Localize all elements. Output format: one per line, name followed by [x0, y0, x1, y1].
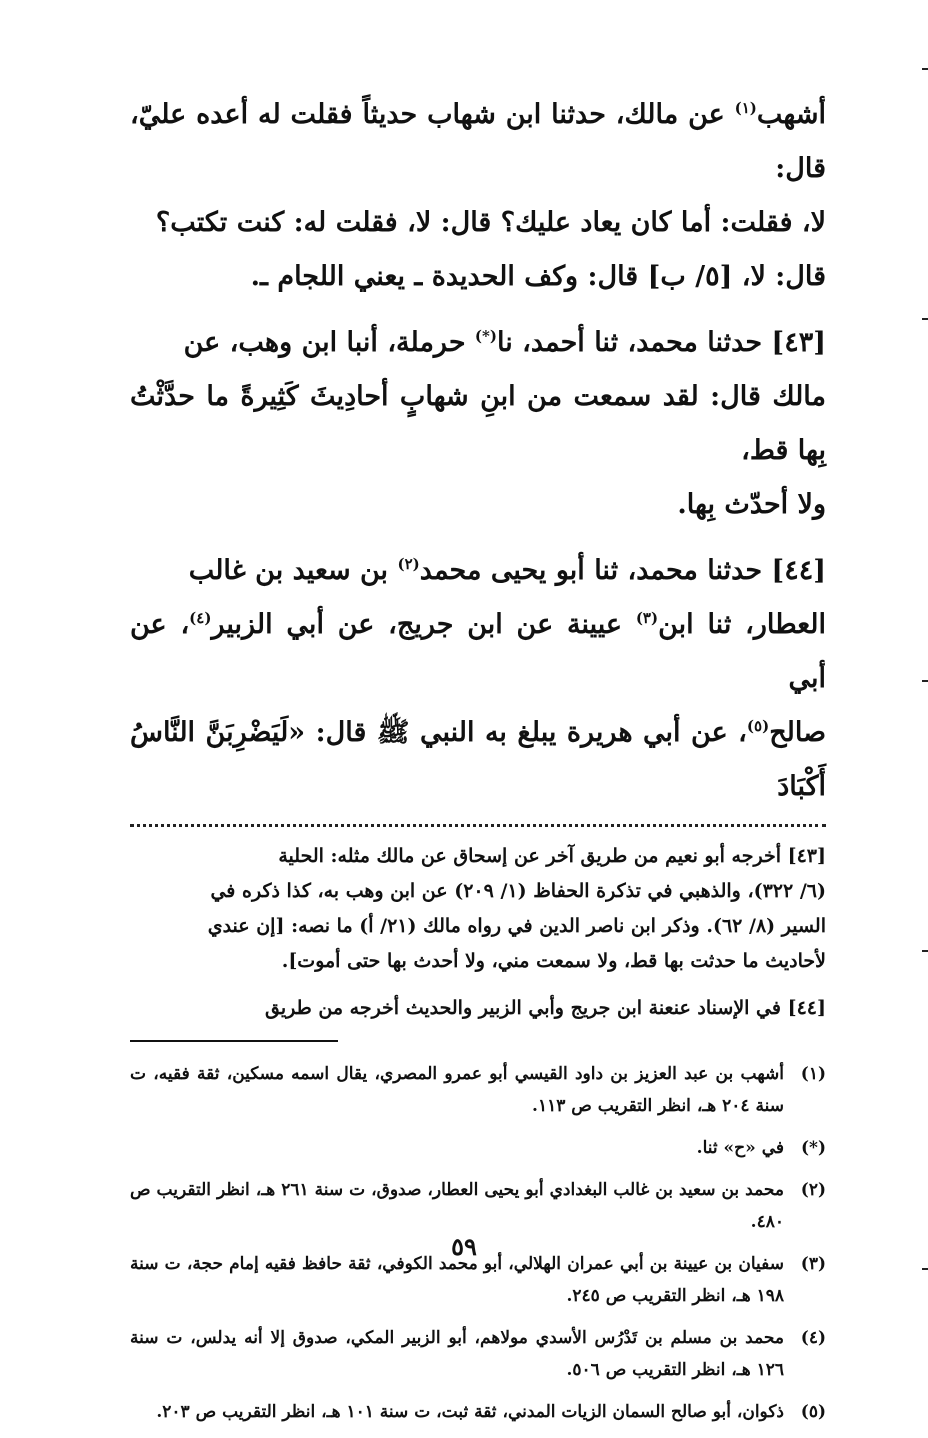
footnote-text: أشهب بن عبد العزيز بن داود القيسي أبو عمرو المصري، يقال اسمه مسكين، ثقة فقيه، ت سنة ٢٠٤ هـ، انظر التقريب ص ١١٣.	[130, 1064, 784, 1116]
footnote-item	[130, 1322, 826, 1386]
text-run: [٤٣] حدثنا محمد، ثنا أحمد، نا	[496, 327, 826, 358]
text-run: [٤٤] في الإسناد عنعنة ابن جريج وأبي الزبير والحديث أخرجه من طريق	[265, 997, 826, 1019]
text-run: ولا أحدّث بِها.	[677, 489, 826, 520]
edge-mark	[922, 318, 928, 320]
footnote-number: (*)	[801, 1138, 826, 1158]
footnote-rule	[130, 1040, 338, 1042]
footnote-number: (٥)	[800, 1402, 826, 1422]
footnote-text: محمد بن مسلم بن تَدْرُس الأسدي مولاهم، أبو الزبير المكي، صدوق إلا أنه يدلس، ت سنة ١٢٦ هـ، انظر التقريب ص ٥٠٦.	[130, 1328, 784, 1380]
text-run: [٤٤] حدثنا محمد، ثنا أبو يحيى محمد	[419, 555, 826, 586]
footnote-ref[interactable]: (٥)	[746, 717, 770, 735]
text-run: ، عن أبي هريرة يبلغ به النبي ﷺ قال: «لَيَضْرِبَنَّ النَّاسُ أَكْبَادَ	[130, 717, 826, 802]
footnote-text: محمد بن سعيد بن غالب البغدادي أبو يحيى العطار، صدوق، ت سنة ٢٦١ هـ، انظر التقريب ص ٤٨٠.	[130, 1180, 784, 1232]
page-number: ٥٩	[451, 1232, 477, 1261]
footnote-number: (١)	[800, 1064, 826, 1084]
text-run: بن سعيد بن غالب	[188, 555, 398, 586]
footnote-number: (٤)	[800, 1328, 826, 1348]
text-run: ، عن أبي	[130, 609, 826, 694]
paragraph-44	[130, 544, 826, 814]
text-run: أشهب	[756, 99, 826, 130]
text-run: لا، فقلت: أما كان يعاد عليك؟ قال: لا، فقلت له: كنت تكتب؟	[155, 207, 826, 238]
text-run: (٦/ ٣٢٢)، والذهبي في تذكرة الحفاظ (١/ ٢٠٩) عن ابن وهب به، كذا ذكره في	[210, 880, 826, 902]
footnote-item	[130, 1174, 826, 1238]
footnote-ref[interactable]: (٣)	[635, 609, 659, 627]
footnote-text: ذكوان، أبو صالح السمان الزيات المدني، ثقة ثبت، ت سنة ١٠١ هـ، انظر التقريب ص ٢٠٣.	[156, 1402, 784, 1422]
main-text	[130, 88, 826, 814]
text-run: [٤٣] أخرجه أبو نعيم من طريق آخر عن إسحاق عن مالك مثله: الحلية	[278, 845, 826, 867]
footnote-number: (٣)	[800, 1254, 826, 1274]
footnote-number: (٢)	[800, 1180, 826, 1200]
text-run: صالح	[769, 717, 826, 748]
edge-mark	[922, 68, 928, 70]
footnote-ref[interactable]: (١)	[734, 99, 757, 117]
text-run: عن مالك، حدثنا ابن شهاب حديثاً فقلت له أعده عليّ، قال:	[130, 99, 826, 184]
text-run: قال: لا، [٥/ ب] قال: وكف الحديدة ـ يعني اللجام ـ.	[250, 261, 826, 292]
footnote-ref[interactable]: (٤)	[189, 609, 212, 627]
commentary	[130, 839, 826, 1026]
text-run: عيينة عن ابن جريج، عن أبي الزبير	[211, 609, 636, 640]
paragraph-ashhab	[130, 88, 826, 304]
footnote-ref[interactable]: (٢)	[397, 555, 420, 573]
footnote-ref[interactable]: (*)	[474, 327, 497, 345]
edge-mark	[922, 1268, 928, 1270]
footnote-text: سفيان بن عيينة بن أبي عمران الهلالي، أبو محمد الكوفي، ثقة حافظ فقيه إمام حجة، ت سنة ١٩٨ هـ، انظر التقريب ص ٢٤٥.	[130, 1254, 784, 1306]
footnote-text: في «ح» ثنا.	[696, 1138, 784, 1158]
commentary-43	[130, 839, 826, 979]
edge-mark	[922, 950, 928, 952]
text-run: مالك قال: لقد سمعت من ابنِ شهابٍ أحادِيثَ كَثِيرةً ما حدَّثْتُ بِها قط،	[130, 381, 826, 466]
text-run: السير (٨/ ٦٢). وذكر ابن ناصر الدين في رواه مالك (٢١/ أ) ما نصه: [إن عندي	[207, 915, 826, 937]
paragraph-43	[130, 316, 826, 532]
footnote-item	[130, 1132, 826, 1164]
edge-mark	[922, 680, 928, 682]
text-run: حرملة، أنبا ابن وهب، عن	[183, 327, 475, 358]
footnote-item	[130, 1058, 826, 1122]
text-run: العطار، ثنا ابن	[658, 609, 826, 640]
commentary-44	[130, 991, 826, 1026]
text-run: لأحاديث ما حدثت بها قط، ولا سمعت مني، ولا أحدث بها حتى أموت].	[281, 950, 826, 972]
dotted-separator	[130, 824, 826, 827]
footnote-item	[130, 1396, 826, 1428]
